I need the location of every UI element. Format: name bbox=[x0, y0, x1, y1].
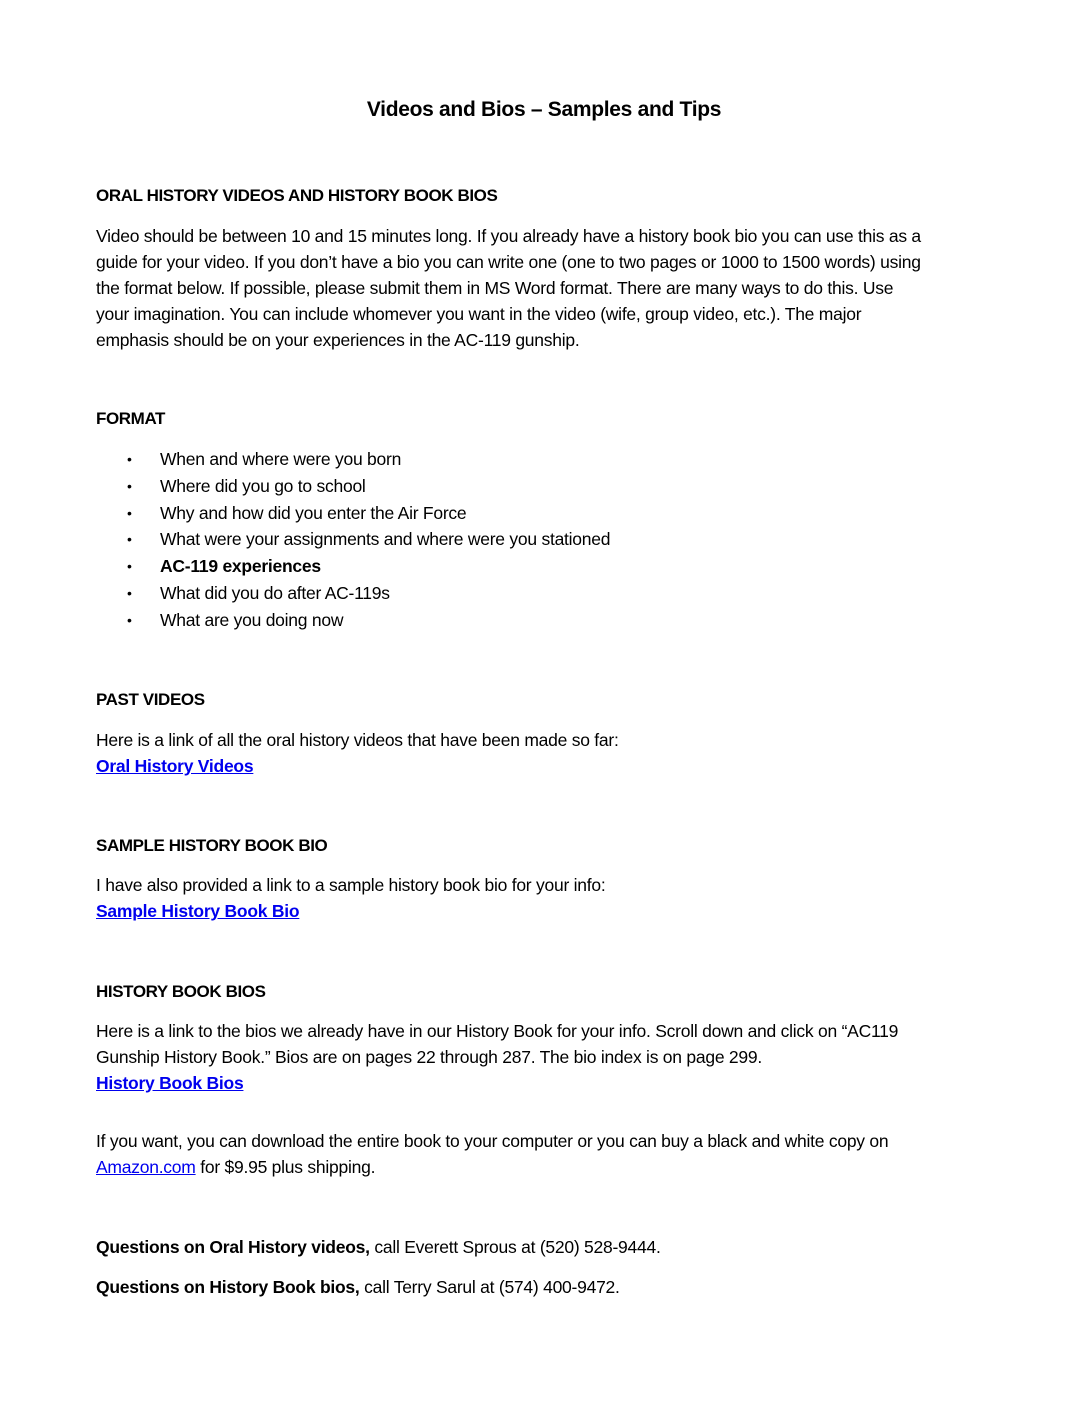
paragraph-line: emphasis should be on your experiences in the AC-119 gunship. bbox=[96, 330, 580, 350]
bullet-icon: • bbox=[127, 477, 132, 494]
list-item-text: AC-119 experiences bbox=[160, 556, 321, 577]
list-item-text: What are you doing now bbox=[160, 609, 344, 630]
bullet-icon: • bbox=[127, 611, 132, 628]
section-heading-past-videos: PAST VIDEOS bbox=[96, 690, 205, 709]
price-text: for $9.95 plus shipping. bbox=[195, 1157, 376, 1177]
question-line-oral-history bbox=[96, 1237, 661, 1258]
bullet-icon: • bbox=[127, 531, 132, 548]
question-contact: call Everett Sprous at (520) 528-9444. bbox=[369, 1237, 661, 1257]
section-heading-history-bios: HISTORY BOOK BIOS bbox=[96, 982, 266, 1001]
download-paragraph bbox=[96, 1128, 996, 1180]
question-line-history-bios bbox=[96, 1277, 620, 1298]
list-item-text: When and where were you born bbox=[160, 449, 402, 469]
amazon-link[interactable]: Amazon.com bbox=[96, 1157, 196, 1177]
sample-bio-paragraph bbox=[96, 872, 996, 924]
paragraph-line: your imagination. You can include whomever you want in the video (wife, group video, etc.). The major bbox=[96, 304, 862, 324]
list-item-text: What were your assignments and where were you stationed bbox=[160, 529, 611, 550]
list-item-text: What did you do after AC-119s bbox=[160, 582, 390, 603]
question-contact: call Terry Sarul at (574) 400-9472. bbox=[359, 1277, 620, 1297]
bullet-icon: • bbox=[127, 558, 132, 575]
question-label: Questions on History Book bios, bbox=[96, 1277, 360, 1297]
bullet-icon: • bbox=[127, 451, 132, 467]
history-bios-paragraph bbox=[96, 1018, 996, 1096]
section-heading-format: FORMAT bbox=[96, 409, 166, 428]
paragraph-line: Here is a link of all the oral history videos that have been made so far: bbox=[96, 730, 619, 750]
link-line bbox=[96, 1070, 996, 1096]
paragraph-line: Gunship History Book.” Bios are on pages 22 through 287. The bio index is on page 299. bbox=[96, 1047, 762, 1067]
paragraph-line: Video should be between 10 and 15 minutes long. If you already have a history book bio you can use this as a bbox=[96, 226, 921, 246]
paragraph-line: If you want, you can download the entire book to your computer or you can buy a black and white copy on bbox=[96, 1131, 889, 1151]
oral-history-paragraph bbox=[96, 223, 996, 353]
sample-history-book-bio-link[interactable]: Sample History Book Bio bbox=[96, 901, 300, 921]
oral-history-videos-link[interactable]: Oral History Videos bbox=[96, 756, 254, 776]
paragraph-line: the format below. If possible, please submit them in MS Word format. There are many ways to do this. Use bbox=[96, 278, 894, 298]
list-item-text: Where did you go to school bbox=[160, 475, 366, 496]
bullet-icon: • bbox=[127, 584, 132, 601]
paragraph-line: Here is a link to the bios we already have in our History Book for your info. Scroll down and click on “AC119 bbox=[96, 1021, 899, 1041]
page-title: Videos and Bios – Samples and Tips bbox=[366, 98, 722, 121]
paragraph-line bbox=[96, 1154, 996, 1180]
bullet-icon: • bbox=[127, 504, 132, 521]
link-line bbox=[96, 898, 996, 924]
list-item-text: Why and how did you enter the Air Force bbox=[160, 502, 467, 523]
question-label: Questions on Oral History videos, bbox=[96, 1237, 370, 1257]
past-videos-paragraph bbox=[96, 727, 996, 779]
section-heading-oral-history: ORAL HISTORY VIDEOS AND HISTORY BOOK BIOS bbox=[96, 186, 498, 205]
history-book-bios-link[interactable]: History Book Bios bbox=[96, 1073, 244, 1093]
section-heading-sample-bio: SAMPLE HISTORY BOOK BIO bbox=[96, 836, 328, 855]
paragraph-line: I have also provided a link to a sample history book bio for your info: bbox=[96, 875, 606, 895]
paragraph-line: guide for your video. If you don’t have a bio you can write one (one to two pages or 1000 to 1500 words) using bbox=[96, 252, 921, 272]
link-line bbox=[96, 753, 996, 779]
